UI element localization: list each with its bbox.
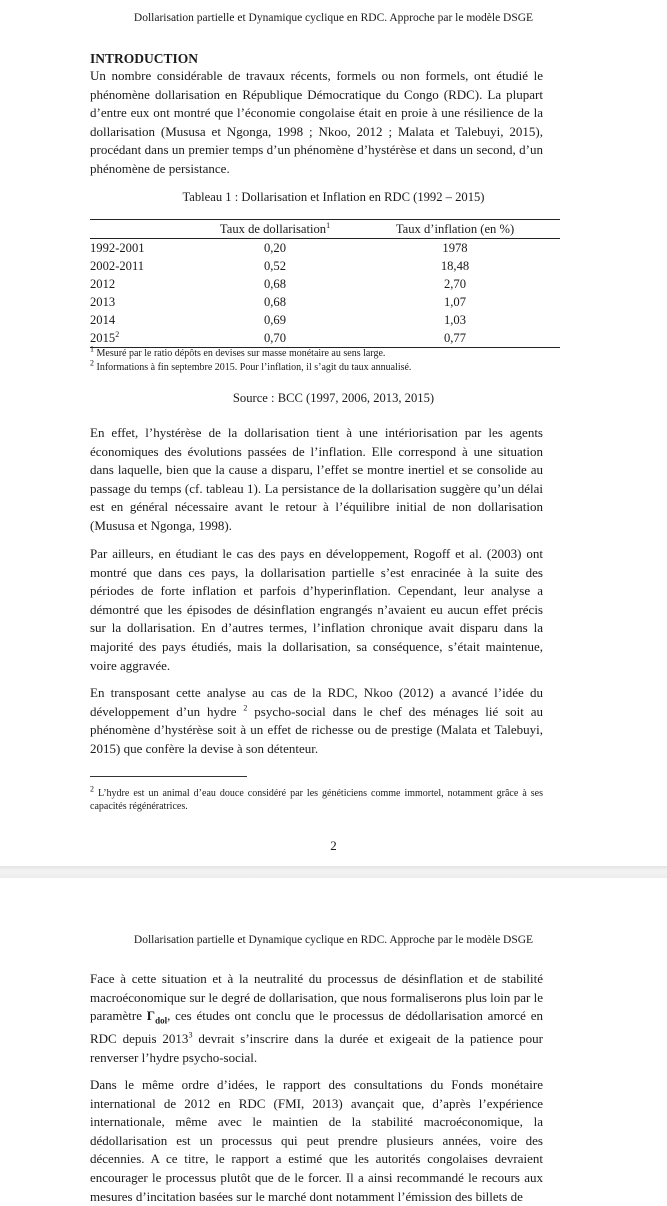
table-row [90, 275, 560, 293]
table-header-inflation: Taux d’inflation (en %) [350, 220, 560, 239]
table-cell-period: 2014 [90, 312, 116, 327]
footnote-separator [90, 776, 247, 777]
table-cell-inflation: 1,07 [443, 294, 467, 309]
table-cell-dollarisation: 0,52 [263, 258, 287, 273]
table-caption: Tableau 1 : Dollarisation et Inflation en RDC (1992 – 2015) [182, 190, 485, 204]
table-cell-inflation: 18,48 [440, 258, 470, 273]
footnote-reference: 2 [243, 703, 248, 713]
table-cell-inflation: 1,03 [443, 312, 467, 327]
page-number: 2 [330, 838, 337, 853]
table-header-note-mark: 1 [326, 220, 331, 230]
paragraph-neutrality: Face à cette situation et à la neutralité du processus de désinflation et de stabilité macroéconomique sur le degré de dollarisation, que nous formaliserons plus loin par le paramètre $\Gamma_{dol}$, ces études ont conclu que le processus de dédollarisation amorcé en RDC depuis 2013$^3$ devrait s’inscrire dans la durée et exigeait de la patience pour renverser l’hydre psycho-social. [90, 971, 543, 1065]
table-row [90, 311, 560, 329]
table-row-note-mark: 2 [115, 329, 120, 339]
running-header: Dollarisation partielle et Dynamique cyclique en RDC. Approche par le modèle DSGE [133, 12, 534, 24]
table-cell-inflation: 0,77 [350, 329, 560, 348]
section-heading: INTRODUCTION [90, 51, 199, 66]
table-cell-period: 1992-2001 [90, 240, 145, 255]
document-page-2 [0, 878, 667, 1204]
table-cell-dollarisation: 0,69 [263, 312, 287, 327]
paragraph-rogoff: Par ailleurs, en étudiant le cas des pays en développement, Rogoff et al. (2003) ont montré que dans ces pays, la dollarisation partielle s’est enracinée à la suite des périodes de forte inflation et parfois d’hyperinflation. Cependant, leur analyse a démontré que les épisodes de désinflation engrangés n’avaient eu aucun effet précis sur la dollarisation. En d’autres termes, l’inflation chronique avait disparu dans la majorité des pays étudiés, mais la dollarisation, sa conséquence, s’était maintenue, voire aggravée. [90, 546, 543, 673]
paragraph-nkoo: En transposant cette analyse au cas de la RDC, Nkoo (2012) a avancé l’idée du développement d’un hydre $^2$ psycho-social dans le chef des ménages lié soit au phénomène d’hystérèse soit à un effet de richesse ou de prestige (Malata et Talebuyi, 2015) que confère la devise à son détenteur. [90, 685, 543, 756]
table-cell-period: 2012 [90, 276, 116, 291]
intro-paragraph: Un nombre considérable de travaux récents, formels ou non formels, ont étudié le phénomène dollarisation en République Démocratique du Congo (RDC). La plupart d’entre eux ont montré que l’économie congolaise était en proie à une résilience de la dollarisation (Mususa et Ngonga, 1998 ; Nkoo, 2012 ; Malata et Talebuyi, 2015), procédant dans un premier temps d’un phénomène d’hystérèse et dans un second, d’un phénomène de persistance. [90, 68, 543, 176]
table-cell-dollarisation: 0,68 [263, 276, 287, 291]
table-header-period [90, 220, 200, 239]
table-cell-period: 2015$^2$ [90, 329, 200, 348]
table-note-1: $^1$ Mesuré par le ratio dépôts en devises sur masse monétaire au sens large. [90, 344, 386, 359]
page-separator [0, 866, 667, 878]
table-row [90, 329, 560, 348]
table-row [90, 293, 560, 311]
table-cell-dollarisation: 0,70 [200, 329, 350, 348]
table-row [90, 239, 560, 258]
table-cell-dollarisation: 0,20 [263, 240, 287, 255]
table-source: Source : BCC (1997, 2006, 2013, 2015) [232, 391, 435, 405]
table-cell-dollarisation: 0,68 [263, 294, 287, 309]
table-cell-inflation: 1978 [442, 240, 468, 255]
table-cell-inflation: 2,70 [443, 276, 467, 291]
table-header-dollarisation: Taux de dollarisation$^1$ [200, 220, 350, 239]
paragraph-fmi: Dans le même ordre d’idées, le rapport des consultations du Fonds monétaire international de 2012 en RDC (FMI, 2013) avançait que, d’après l’expérience internationale, même avec le maintien de la stabilité macroéconomique, la dédollarisation est un processus qui peut prendre plusieurs années, voire des décennies. A ce titre, le rapport a estimé que les autorités congolaises devraient encourager le processus plutôt que de le forcer. Il a ainsi recommandé le recours aux mesures d’incitation basées sur le marché dont notamment l’émission des billets de [90, 1077, 543, 1204]
gamma-parameter: $\Gamma_{dol}$ [146, 1008, 168, 1026]
footnote-hydre: $^2$ L’hydre est un animal d’eau douce considéré par les généticiens comme immortel, notamment grâce à ses capacités régénératrices. [90, 784, 543, 812]
table-cell-period: 2002-2011 [90, 258, 145, 273]
table-note-2: $^2$ Informations à fin septembre 2015. Pour l’inflation, il s’agit du taux annualisé. [90, 358, 412, 373]
dollarisation-inflation-table [90, 219, 560, 348]
paragraph-hysteresis: En effet, l’hystérèse de la dollarisation tient à une intériorisation par les agents économiques des évolutions passées de l’inflation. Elle correspond à une situation dans laquelle, bien que la cause a disparu, l’effet se montre inertiel et se consolide au passage du temps (cf. tableau 1). La persistance de la dollarisation suggère qu’un délai est en général nécessaire avant le retour à l’équilibre initial de non dollarisation (Mususa et Ngonga, 1998). [90, 425, 543, 533]
table-cell-period: 2013 [90, 294, 116, 309]
table-header-row [90, 220, 560, 239]
footnote-reference: 3 [188, 1031, 193, 1041]
table-row [90, 257, 560, 275]
running-header: Dollarisation partielle et Dynamique cyclique en RDC. Approche par le modèle DSGE [133, 934, 534, 946]
